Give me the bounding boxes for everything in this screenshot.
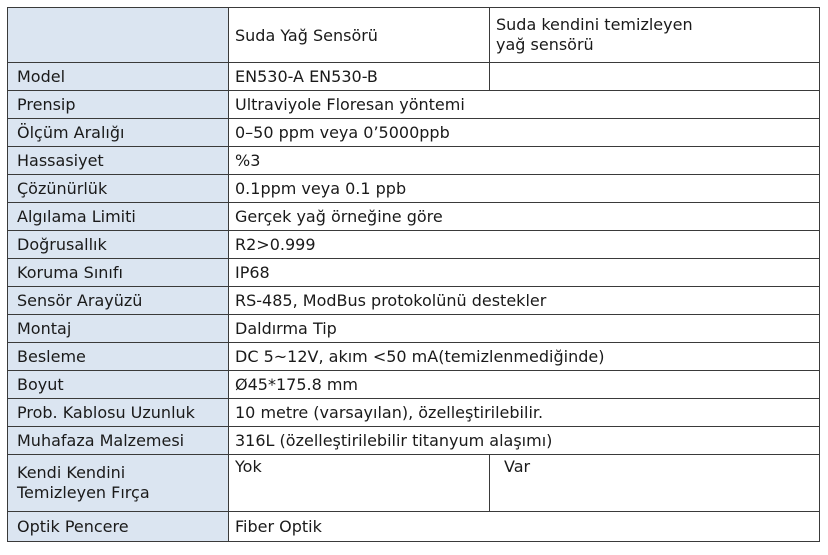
row-value: Gerçek yağ örneğine göre: [229, 203, 820, 231]
row-value: Ø45*175.8 mm: [229, 371, 820, 399]
row-value: 10 metre (varsayılan), özelleştirilebilir.: [229, 399, 820, 427]
row-value: EN530-A EN530-B: [229, 63, 490, 91]
table-row: [8, 399, 820, 427]
row-value: 316L (özelleştirilebilir titanyum alaşımı): [229, 427, 820, 455]
table-row: [8, 512, 820, 542]
table-row: [8, 175, 820, 203]
row-label: Ölçüm Aralığı: [8, 119, 229, 147]
header-col2-line1: Suda kendini temizleyen: [496, 15, 693, 34]
row-label: Doğrusallık: [8, 231, 229, 259]
row-value: R2>0.999: [229, 231, 820, 259]
table-row: [8, 231, 820, 259]
row-label: Model: [8, 63, 229, 91]
row-label: Boyut: [8, 371, 229, 399]
row-value: Ultraviyole Floresan yöntemi: [229, 91, 820, 119]
table-row: [8, 91, 820, 119]
table-row: [8, 203, 820, 231]
header-cell-oil-sensor: Suda Yağ Sensörü: [229, 8, 490, 63]
row-value: 0–50 ppm veya 0’5000ppb: [229, 119, 820, 147]
brush-value-yes: Var: [490, 455, 820, 512]
row-label: Hassasiyet: [8, 147, 229, 175]
header-cell-self-cleaning-sensor: [490, 8, 820, 63]
brush-value-no: Yok: [229, 455, 490, 512]
row-label: Prob. Kablosu Uzunluk: [8, 399, 229, 427]
row-value: IP68: [229, 259, 820, 287]
brush-row: [8, 455, 820, 512]
optical-window-value: Fiber Optik: [229, 512, 820, 542]
table-row: [8, 63, 820, 91]
row-empty-cell: [490, 63, 820, 91]
spec-table: [7, 7, 820, 542]
row-label: Algılama Limiti: [8, 203, 229, 231]
row-value: %3: [229, 147, 820, 175]
optical-window-label: Optik Pencere: [8, 512, 229, 542]
row-label: Besleme: [8, 343, 229, 371]
row-value: Daldırma Tip: [229, 315, 820, 343]
row-label: Prensip: [8, 91, 229, 119]
header-col2-line2: yağ sensörü: [496, 35, 594, 54]
row-label: Çözünürlük: [8, 175, 229, 203]
table-row: [8, 315, 820, 343]
row-label: Koruma Sınıfı: [8, 259, 229, 287]
table-row: [8, 119, 820, 147]
brush-label-line1: Kendi Kendini: [17, 463, 126, 482]
row-value: RS-485, ModBus protokolünü destekler: [229, 287, 820, 315]
row-label: Muhafaza Malzemesi: [8, 427, 229, 455]
table-row: [8, 287, 820, 315]
row-value: 0.1ppm veya 0.1 ppb: [229, 175, 820, 203]
row-value: DC 5~12V, akım <50 mA(temizlenmediğinde): [229, 343, 820, 371]
table-row: [8, 343, 820, 371]
row-label: Sensör Arayüzü: [8, 287, 229, 315]
row-label: Montaj: [8, 315, 229, 343]
header-corner-cell: [8, 8, 229, 63]
table-row: [8, 427, 820, 455]
brush-label: [8, 455, 229, 512]
header-row: [8, 8, 820, 63]
table-row: [8, 371, 820, 399]
table-row: [8, 147, 820, 175]
table-row: [8, 259, 820, 287]
brush-label-line2: Temizleyen Fırça: [17, 483, 150, 502]
